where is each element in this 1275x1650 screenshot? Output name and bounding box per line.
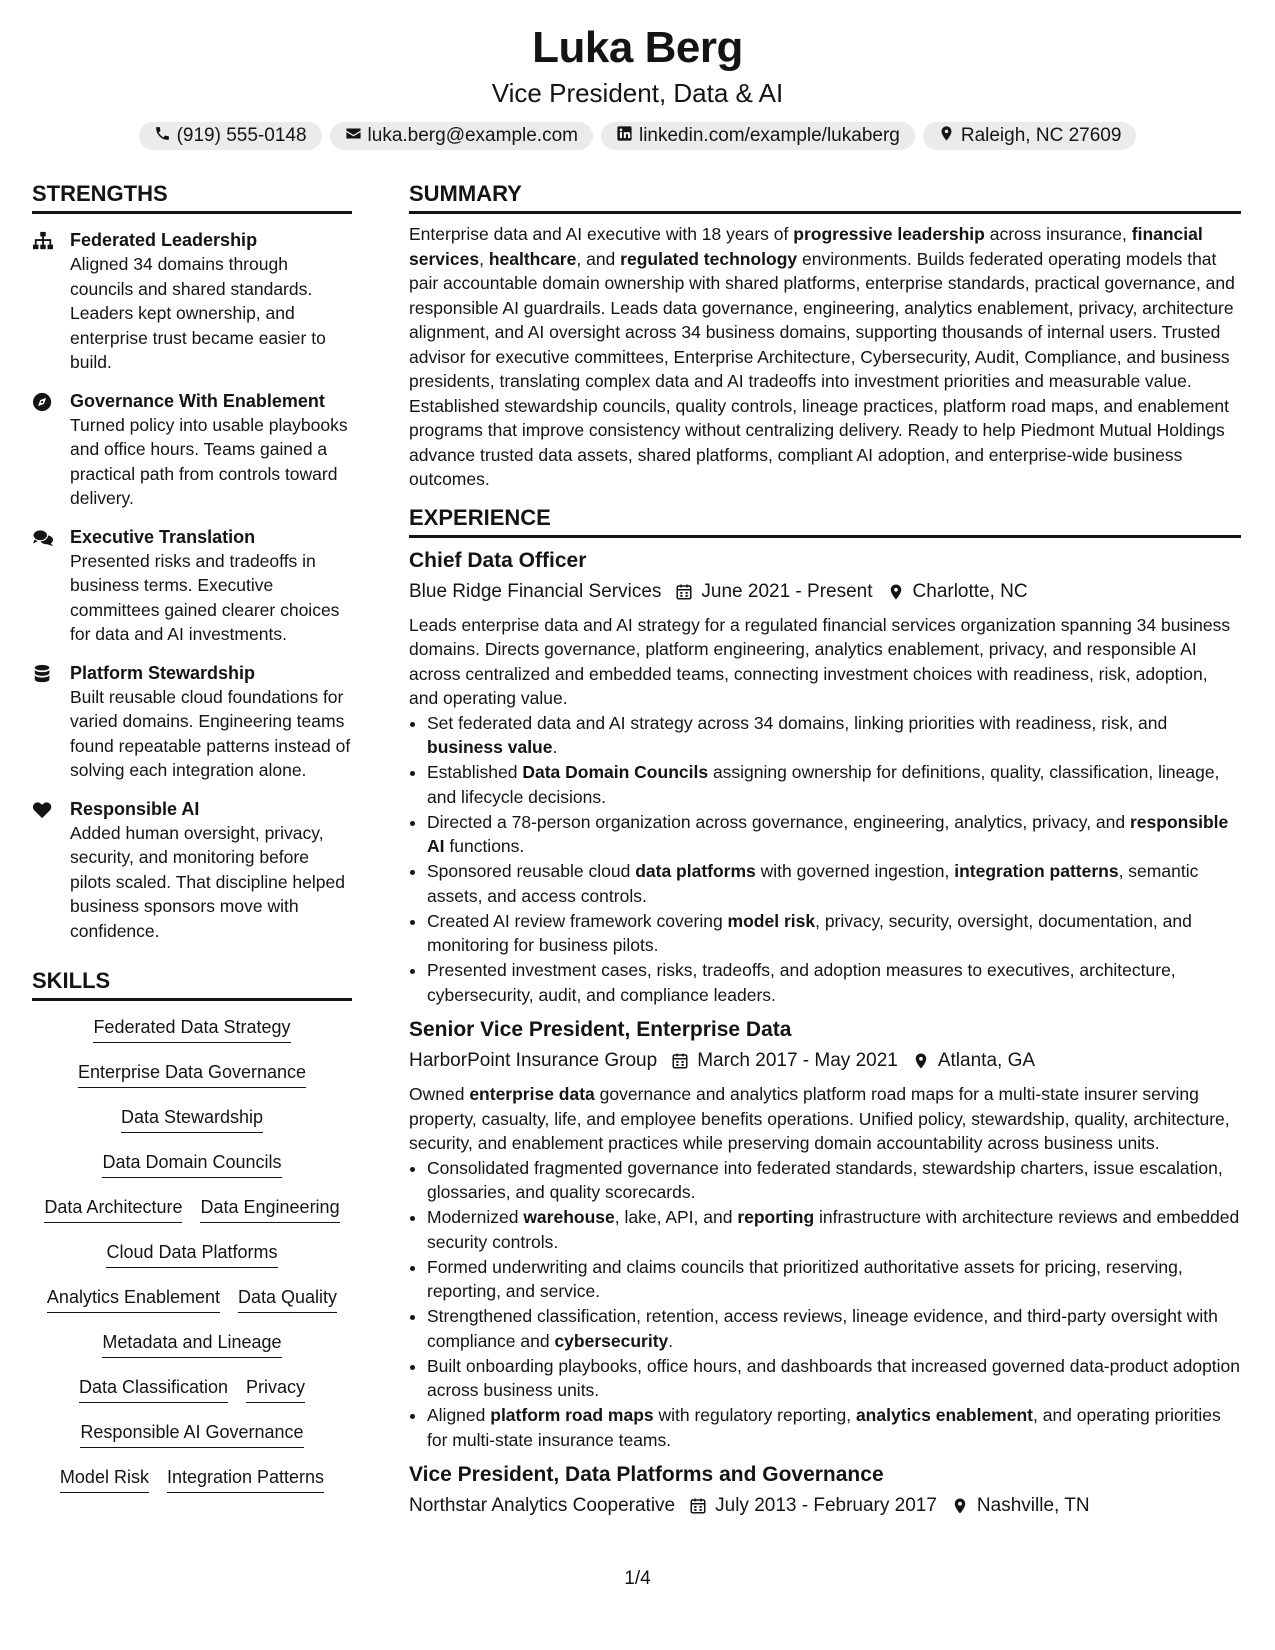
text-run: Directed a 78-person organization across governance, engineering, analytics, privacy, and	[427, 811, 1130, 832]
text-run: Aligned	[427, 1405, 491, 1425]
right-column	[409, 180, 1241, 1521]
bullet-item	[427, 1255, 1241, 1304]
strengths-list	[32, 228, 352, 943]
job-title: Vice President, Data Platforms and Governance	[409, 1463, 884, 1486]
text-run: .	[552, 737, 558, 757]
phone-icon	[154, 125, 171, 148]
strength-title: Executive Translation	[70, 526, 256, 547]
skill-row	[32, 1285, 352, 1330]
emphasis-text: data platforms	[635, 861, 756, 881]
job-bullets	[409, 711, 1241, 1008]
bullet-item	[427, 760, 1241, 809]
summary-text	[409, 222, 1241, 492]
text-run: Created AI review framework covering	[427, 910, 728, 931]
skill-row	[32, 1330, 352, 1375]
text-run: Presented investment cases, risks, tradeoffs, and adoption measures to executives, architecture, cybersecurity, audit, and compliance leaders.	[427, 960, 1176, 1005]
text-run: , semantic assets, and access controls.	[427, 861, 1199, 906]
text-run: environments. Builds federated operating models that pair accountable domain ownership with shared platforms, enterprise standards, practical governance, and responsible AI guardrails. Leads data governance, engineering, analytics enablement, privacy, architecture alignment, and AI oversight across 34 business domains, supporting thousands of internal users. Trusted advisor for executive committees, Enterprise Architecture, Cybersecurity, Audit, Compliance, and business presidents, translating complex data and AI tradeoffs into investment priorities and measurable value. Established stewardship councils, quality controls, lineage practices, platform road maps, and enablement programs that improve consistency without centralizing delivery. Ready to help Piedmont Mutual Holdings advance trusted data assets, shared platforms, compliant AI adoption, and enterprise-wide business outcomes.	[409, 248, 1235, 489]
strength-desc: Added human oversight, privacy, security, and monitoring before pilots scaled. That discipline helped business sponsors move with confidence.	[70, 822, 345, 941]
text-run: Strengthened classification, retention, access reviews, lineage evidence, and third-party oversight with compliance and	[427, 1306, 1218, 1351]
skill-row	[32, 1465, 352, 1510]
job-description	[409, 1082, 1241, 1156]
bullet-item	[427, 1403, 1241, 1452]
text-run: Leads enterprise data and AI strategy for a regulated financial services organization spanning 34 business domains. Directs governance, platform engineering, analytics enablement, privacy, and responsible AI across centralized and embedded teams, connecting investment choices with readiness, risk, adoption, and operating value.	[409, 614, 1231, 708]
text-run: infrastructure with architecture reviews and embedded security controls.	[427, 1207, 1240, 1252]
emphasis-text: platform road maps	[490, 1405, 654, 1425]
strength-desc: Aligned 34 domains through councils and shared standards. Leaders kept ownership, and enterprise trust became easier to build.	[70, 254, 326, 372]
text-run: functions.	[444, 836, 525, 856]
job-entry	[409, 546, 1241, 1008]
text-run: Set federated data and AI strategy across 34 domains, linking priorities with readiness, risk, and	[427, 712, 1168, 733]
emphasis-text: reporting	[737, 1207, 815, 1227]
emphasis-text: Data Domain Councils	[522, 762, 709, 782]
text-run: Consolidated fragmented governance into federated standards, stewardship charters, issue escalation, glossaries, and quality scorecards.	[427, 1157, 1223, 1202]
map-pin-icon	[873, 583, 913, 601]
emphasis-text: analytics enablement	[855, 1405, 1033, 1425]
emphasis-text: business value	[427, 737, 553, 757]
job-meta	[409, 1491, 1241, 1521]
text-run: Enterprise data and AI executive with 18 years of	[409, 224, 794, 244]
text-run: Sponsored reusable cloud	[427, 861, 636, 881]
job-location: Charlotte, NC	[912, 580, 1028, 602]
map-pin-icon	[898, 1052, 938, 1070]
calendar-icon	[675, 1497, 715, 1515]
text-run: with regulatory reporting,	[653, 1405, 856, 1425]
skill-tag: Enterprise Data Governance	[78, 1060, 306, 1088]
strength-item	[32, 525, 352, 647]
skill-row	[32, 1105, 352, 1150]
job-bullets	[409, 1156, 1241, 1453]
skill-tag: Privacy	[246, 1375, 305, 1403]
skill-row	[32, 1015, 352, 1060]
emphasis-text: healthcare	[488, 248, 577, 269]
job-title: Chief Data Officer	[409, 548, 587, 572]
skill-row	[32, 1060, 352, 1105]
skill-tag: Data Engineering	[200, 1195, 339, 1223]
text-run: , and operating priorities for multi-state insurance teams.	[427, 1405, 1221, 1450]
compass-icon	[32, 389, 70, 511]
skill-tag: Data Domain Councils	[102, 1150, 281, 1178]
text-run: .	[668, 1330, 674, 1351]
envelope-icon	[345, 125, 362, 148]
job-entry	[409, 1015, 1241, 1452]
text-run: across insurance,	[984, 224, 1132, 244]
strength-desc: Presented risks and tradeoffs in business terms. Executive committees gained clearer choices for data and AI investments.	[70, 550, 340, 644]
contact-bar	[0, 122, 1275, 150]
text-run: Modernized	[427, 1207, 524, 1227]
skill-tag: Model Risk	[60, 1465, 149, 1493]
skill-tag: Cloud Data Platforms	[106, 1240, 277, 1268]
bullet-item	[427, 1205, 1241, 1254]
bullet-item	[427, 1304, 1241, 1353]
job-dates: July 2013 - February 2017	[715, 1495, 937, 1516]
text-run: Owned	[409, 1084, 470, 1104]
skill-tag: Responsible AI Governance	[80, 1420, 303, 1448]
strength-title: Platform Stewardship	[70, 662, 256, 683]
text-run: ,	[479, 248, 489, 269]
strengths-heading: STRENGTHS	[32, 180, 352, 214]
emphasis-text: financial services	[409, 224, 1203, 269]
job-meta	[409, 577, 1241, 607]
text-run: Established	[427, 762, 523, 782]
bullet-item	[427, 711, 1241, 760]
calendar-icon	[661, 583, 701, 601]
job-meta	[409, 1046, 1241, 1076]
emphasis-text: enterprise data	[469, 1084, 595, 1104]
emphasis-text: regulated technology	[620, 248, 798, 269]
heart-icon	[32, 797, 70, 944]
left-column	[32, 180, 352, 1510]
map-pin-icon	[938, 125, 955, 148]
job-entry	[409, 1460, 1241, 1521]
bullet-item	[427, 1354, 1241, 1403]
bullet-item	[427, 859, 1241, 908]
contact-email[interactable]: luka.berg@example.com	[330, 122, 593, 150]
bullet-item	[427, 810, 1241, 859]
job-company: Blue Ridge Financial Services	[409, 580, 662, 602]
skill-tag: Data Quality	[238, 1285, 337, 1313]
map-pin-icon	[937, 1497, 977, 1515]
strength-item	[32, 797, 352, 944]
job-dates: March 2017 - May 2021	[697, 1050, 898, 1071]
strength-item	[32, 228, 352, 375]
skill-tag: Federated Data Strategy	[93, 1015, 290, 1043]
strength-desc: Turned policy into usable playbooks and office hours. Teams gained a practical path from controls toward delivery.	[70, 414, 348, 508]
bullet-item	[427, 1156, 1241, 1205]
candidate-title: Vice President, Data & AI	[491, 78, 784, 108]
strength-title: Governance With Enablement	[70, 390, 325, 411]
text-run: , lake, API, and	[614, 1207, 738, 1227]
strength-title: Federated Leadership	[70, 230, 258, 250]
job-company: Northstar Analytics Cooperative	[409, 1495, 676, 1516]
linkedin-icon	[616, 125, 633, 148]
skill-tag: Data Classification	[79, 1375, 228, 1403]
job-title: Senior Vice President, Enterprise Data	[409, 1018, 792, 1041]
skill-tag: Metadata and Lineage	[102, 1330, 281, 1358]
candidate-name: Luka Berg	[532, 23, 743, 72]
skills-list	[32, 1015, 352, 1510]
skill-tag: Integration Patterns	[167, 1465, 324, 1493]
skill-row	[32, 1195, 352, 1240]
skills-heading: SKILLS	[32, 967, 352, 1001]
job-location: Nashville, TN	[976, 1495, 1090, 1516]
chat-bubbles-icon	[32, 525, 70, 647]
skill-row	[32, 1375, 352, 1420]
text-run: , and	[576, 248, 621, 269]
experience-heading: EXPERIENCE	[409, 504, 1241, 538]
emphasis-text: responsible AI	[427, 811, 1229, 856]
contact-linkedin[interactable]: linkedin.com/example/lukaberg	[601, 122, 915, 150]
calendar-icon	[657, 1052, 697, 1070]
text-run: Formed underwriting and claims councils that prioritized authoritative assets for pricing, reserving, reporting, and service.	[427, 1256, 1183, 1301]
job-dates: June 2021 - Present	[701, 580, 873, 602]
strength-desc: Built reusable cloud foundations for varied domains. Engineering teams found repeatable patterns instead of solving each integration alone.	[70, 686, 351, 780]
emphasis-text: model risk	[727, 910, 816, 931]
experience-list	[409, 546, 1241, 1522]
contact-phone[interactable]: (919) 555-0148	[139, 122, 322, 150]
skill-tag: Data Architecture	[44, 1195, 182, 1223]
job-location: Atlanta, GA	[937, 1050, 1036, 1071]
skill-row	[32, 1240, 352, 1285]
text-run: Built onboarding playbooks, office hours, and dashboards that increased governed data-product adoption across business units.	[427, 1355, 1241, 1400]
summary-heading: SUMMARY	[409, 180, 1241, 214]
job-description	[409, 613, 1241, 711]
emphasis-text: warehouse	[523, 1207, 615, 1227]
contact-location[interactable]: Raleigh, NC 27609	[923, 122, 1137, 150]
strength-title: Responsible AI	[70, 798, 200, 819]
strength-item	[32, 661, 352, 783]
skill-row	[32, 1150, 352, 1195]
emphasis-text: cybersecurity	[554, 1330, 669, 1351]
job-company: HarborPoint Insurance Group	[409, 1050, 658, 1071]
resume-header	[0, 20, 1275, 150]
strength-item	[32, 389, 352, 511]
skill-tag: Analytics Enablement	[47, 1285, 220, 1313]
text-run: with governed ingestion,	[755, 861, 955, 881]
page-number: 1/4	[624, 1568, 651, 1589]
emphasis-text: integration patterns	[954, 861, 1119, 881]
org-chart-icon	[32, 228, 70, 375]
bullet-item	[427, 909, 1241, 958]
database-icon	[32, 661, 70, 783]
bullet-item	[427, 958, 1241, 1007]
text-run: assigning ownership for definitions, quality, classification, lineage, and lifecycle decisions.	[427, 762, 1220, 807]
text-run: , privacy, security, oversight, documentation, and monitoring for business pilots.	[427, 910, 1192, 955]
skill-tag: Data Stewardship	[121, 1105, 263, 1133]
emphasis-text: progressive leadership	[793, 224, 985, 244]
text-run: governance and analytics platform road maps for a multi-state insurer serving property, casualty, life, and employee benefits operations. Unified policy, stewardship, quality, architecture, security, and enablement practices while preserving domain accountability across business units.	[409, 1084, 1230, 1153]
skill-row	[32, 1420, 352, 1465]
